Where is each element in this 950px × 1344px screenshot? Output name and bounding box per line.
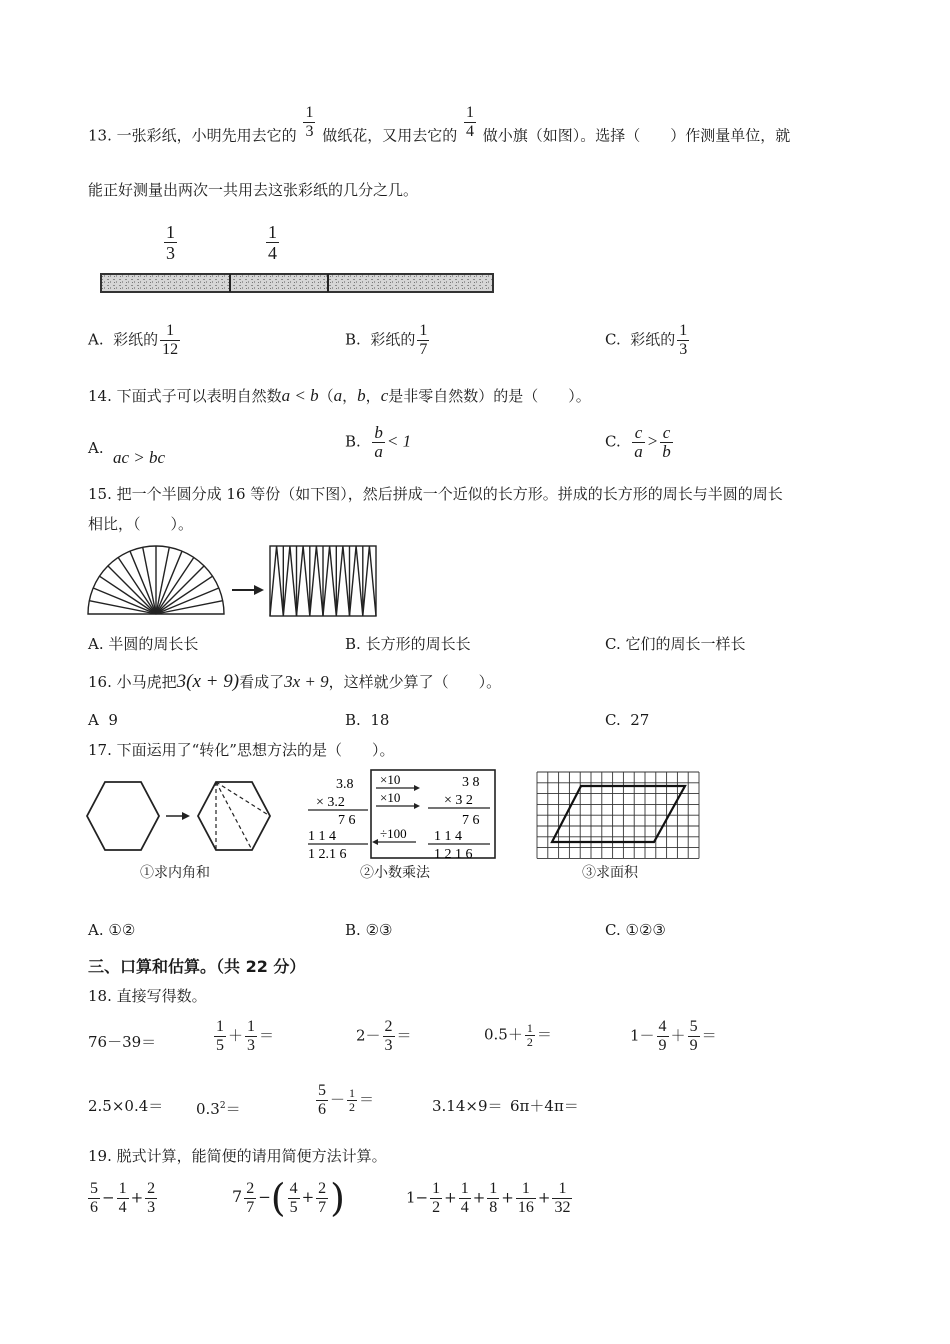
svg-text:7 6: 7 6	[338, 813, 356, 828]
q14-option-b[interactable]: B. $\frac{b}{a}$ < 1	[345, 423, 412, 461]
q19-problem-2: 7 $\frac{2}{7}$ −( $\frac{4}{5}$ + $\frac{2}{7}$ )	[232, 1176, 345, 1220]
fraction: $\frac{1}{4}$	[466, 104, 475, 140]
q16-option-a[interactable]: A 9	[88, 711, 118, 729]
q13-line1: 13. 一张彩纸，小明先用去它的 $\frac{1}{3}$ 做纸花，又用去它的 $\frac{1}{4}$ 做小旗（如图）。选择（ ）作测量单位，就	[88, 104, 791, 145]
svg-text:1 1 4: 1 1 4	[434, 829, 462, 844]
q18-expr-10: 6π＋4π＝	[510, 1097, 579, 1115]
q13-line2: 能正好测量出两次一共用去这张彩纸的几分之几。	[88, 181, 419, 199]
q18-stem: 18. 直接写得数。	[88, 987, 207, 1005]
fraction: $\frac{1}{3}$	[305, 104, 314, 140]
q15-semicircle-figure	[86, 542, 382, 622]
q16-option-c[interactable]: C. 27	[605, 711, 650, 729]
q19-problem-1: $\frac{5}{6}$ − $\frac{1}{4}$ + $\frac{2}{3}$	[90, 1180, 156, 1216]
q13-bar-label-quarter: $\frac{1}{4}$	[268, 222, 277, 263]
svg-text:1 2.1 6: 1 2.1 6	[308, 847, 347, 860]
q17-caption-3: ③求面积	[582, 865, 638, 881]
q18-expr-3: 2－ $\frac{2}{3}$ ＝	[356, 1018, 412, 1054]
section-3-heading: 三、口算和估算。（共 22 分）	[88, 957, 306, 976]
q15-line1: 15. 把一个半圆分成 16 等份（如下图），然后拼成一个近似的长方形。拼成的长方形的周长与半圆的周长	[88, 485, 783, 503]
q19-stem: 19. 脱式计算，能简便的请用简便方法计算。	[88, 1147, 387, 1165]
q13-option-c[interactable]: C. 彩纸的 $\frac{1}{3}$	[605, 322, 688, 358]
svg-text:1 1 4: 1 1 4	[308, 829, 336, 844]
q16-stem: 16. 小马虎把3(x + 9)看成了3x + 9，这样就少算了（ ）。	[88, 671, 502, 692]
q14-option-a-expr[interactable]: ac > bc	[113, 448, 166, 467]
q13-option-b[interactable]: B. 彩纸的 $\frac{1}{7}$	[345, 322, 428, 358]
svg-text:3 8: 3 8	[462, 775, 480, 790]
q17-decimal-multiplication	[302, 768, 498, 860]
q17-option-c[interactable]: C. ①②③	[605, 921, 666, 939]
q15-option-c[interactable]: C. 它们的周长一样长	[605, 635, 746, 653]
q18-expr-6: 2.5×0.4＝	[88, 1097, 164, 1115]
q15-line2: 相比，（ ）。	[88, 515, 194, 533]
q17-grid-parallelogram	[536, 770, 700, 860]
svg-text:×10: ×10	[380, 772, 401, 787]
q19-problem-3: 1− $\frac{1}{2}$ + $\frac{1}{4}$ + $\frac{1}{8}$ + $\frac{1}{16}$ + $\frac{1}{32}$	[406, 1180, 571, 1216]
q13-option-a[interactable]: A. 彩纸的 $\frac{1}{12}$	[88, 322, 179, 358]
svg-text:× 3 2: × 3 2	[444, 793, 473, 808]
q13-paper-bar	[100, 272, 494, 294]
q18-expr-1: 76－39＝	[88, 1033, 157, 1051]
q17-option-a[interactable]: A. ①②	[88, 921, 136, 939]
svg-text:1 2 1 6: 1 2 1 6	[434, 847, 473, 860]
svg-text:×10: ×10	[380, 790, 401, 805]
q18-expr-8: $\frac{5}{6}$ － $\frac{1}{2}$ ＝	[318, 1082, 375, 1118]
q14-option-c[interactable]: C. $\frac{c}{a}$ > $\frac{c}{b}$	[605, 423, 671, 461]
q17-hexagon-figure	[86, 780, 274, 852]
svg-text:÷100: ÷100	[380, 826, 407, 841]
q15-option-a[interactable]: A. 半圆的周长长	[88, 635, 199, 653]
svg-text:7 6: 7 6	[462, 813, 480, 828]
q14-option-a[interactable]: A.	[88, 439, 104, 457]
q13-bar-label-third: $\frac{1}{3}$	[166, 222, 175, 263]
q18-expr-7: $0.3^2=$	[196, 1100, 241, 1118]
q17-caption-1: ①求内角和	[140, 865, 210, 881]
q14-stem: 14. 下面式子可以表明自然数a < b（a，b，c是非零自然数）的是（ ）。	[88, 386, 591, 405]
svg-text:× 3.2: × 3.2	[316, 795, 345, 810]
q18-expr-9: 3.14×9＝	[432, 1097, 503, 1115]
q17-stem: 17. 下面运用了“转化”思想方法的是（ ）。	[88, 741, 395, 759]
q13-number: 13.	[88, 126, 112, 145]
q15-option-b[interactable]: B. 长方形的周长长	[345, 635, 471, 653]
q17-caption-2: ②小数乘法	[360, 865, 430, 881]
q18-expr-5: 1－ $\frac{4}{9}$ ＋ $\frac{5}{9}$ ＝	[630, 1018, 717, 1054]
q17-option-b[interactable]: B. ②③	[345, 921, 393, 939]
q16-option-b[interactable]: B. 18	[345, 711, 390, 729]
q18-expr-4: 0.5＋ $\frac{1}{2}$ ＝	[484, 1021, 552, 1049]
svg-text:3.8: 3.8	[336, 777, 354, 792]
q18-expr-2: $\frac{1}{5}$ ＋ $\frac{1}{3}$ ＝	[216, 1018, 275, 1054]
